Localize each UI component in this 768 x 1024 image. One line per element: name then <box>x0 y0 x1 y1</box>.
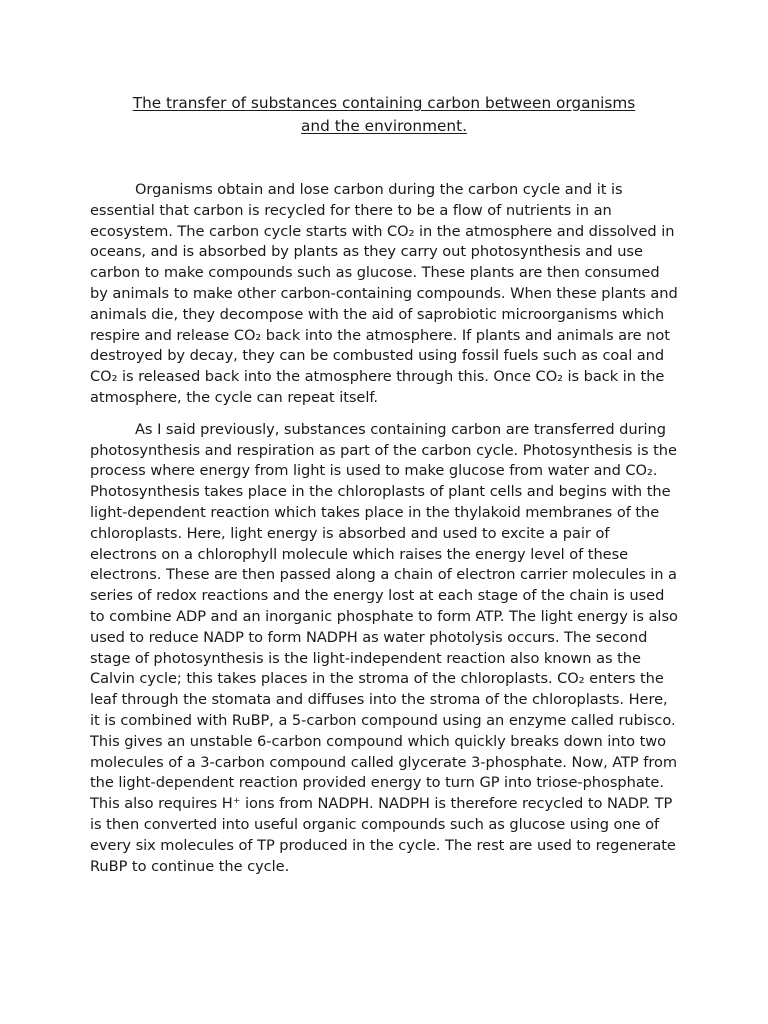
document-body <box>90 180 678 877</box>
paragraph-2: As I said previously, substances containing carbon are transferred during photosynthesis and respiration as part of the carbon cycle. Photosynthesis is the process where energy from light is used to make glucose from water and CO₂. Photosynthesis takes place in the chloroplasts of plant cells and begins with the light-dependent reaction which takes place in the thylakoid membranes of the chloroplasts. Here, light energy is absorbed and used to excite a pair of electrons on a chlorophyll molecule which raises the energy level of these electrons. These are then passed along a chain of electron carrier molecules in a series of redox reactions and the energy lost at each stage of the chain is used to combine ADP and an inorganic phosphate to form ATP. The light energy is also used to reduce NADP to form NADPH as water photolysis occurs. The second stage of photosynthesis is the light-independent reaction also known as the Calvin cycle; this takes places in the stroma of the chloroplasts. CO₂ enters the leaf through the stomata and diffuses into the stroma of the chloroplasts. Here, it is combined with RuBP, a 5-carbon compound using an enzyme called rubisco. This gives an unstable 6-carbon compound which quickly breaks down into two molecules of a 3-carbon compound called glycerate 3-phosphate. Now, ATP from the light-dependent reaction provided energy to turn GP into triose-phosphate. This also requires H⁺ ions from NADPH. NADPH is therefore recycled to NADP. TP is then converted into useful organic compounds such as glucose using one of every six molecules of TP produced in the cycle. The rest are used to regenerate RuBP to continue the cycle. <box>90 420 678 875</box>
title-line-2: and the environment. <box>301 117 467 135</box>
document-title <box>90 92 678 138</box>
title-line-1: The transfer of substances containing carbon between organisms <box>132 94 636 112</box>
paragraph-1: Organisms obtain and lose carbon during the carbon cycle and it is essential that carbon is recycled for there to be a flow of nutrients in an ecosystem. The carbon cycle starts with CO₂ in the atmosphere and dissolved in oceans, and is absorbed by plants as they carry out photosynthesis and use carbon to make compounds such as glucose. These plants are then consumed by animals to make other carbon-containing compounds. When these plants and animals die, they decompose with the aid of saprobiotic microorganisms which respire and release CO₂ back into the atmosphere. If plants and animals are not destroyed by decay, they can be combusted using fossil fuels such as coal and CO₂ is released back into the atmosphere through this. Once CO₂ is back in the atmosphere, the cycle can repeat itself. <box>90 181 678 406</box>
